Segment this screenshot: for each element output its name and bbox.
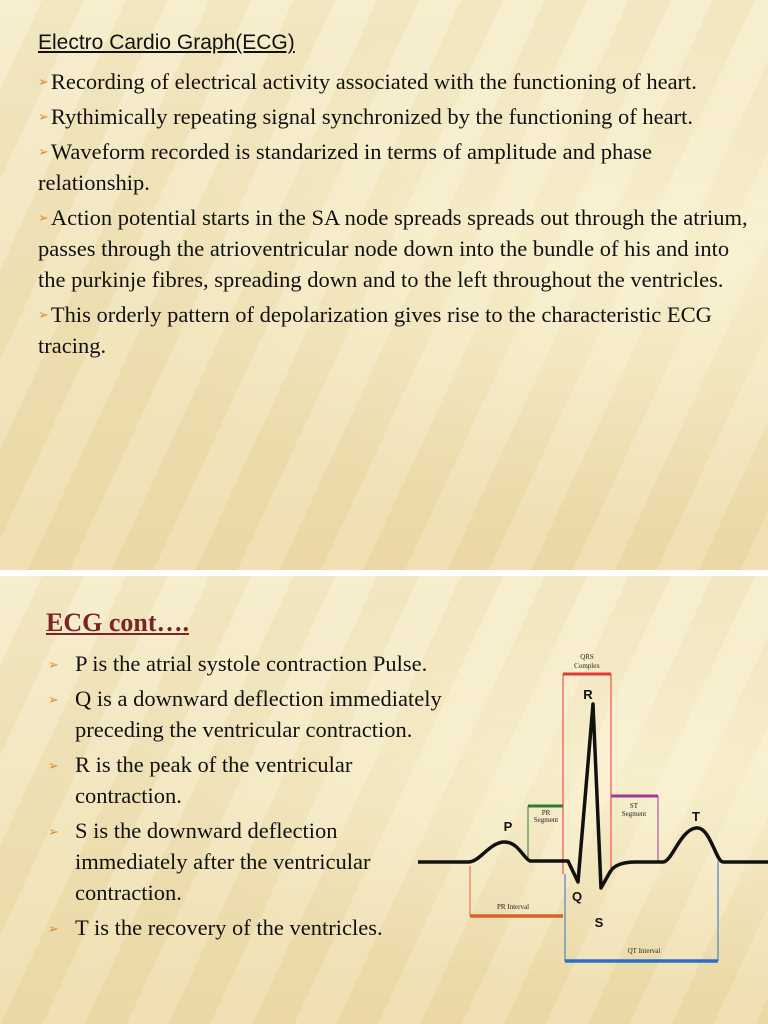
list-item xyxy=(38,299,748,361)
pr-interval-label: PR Interval xyxy=(496,903,530,911)
list-item xyxy=(48,749,443,811)
slide-title: Electro Cardio Graph(ECG) xyxy=(38,31,295,54)
arrow-bullet-icon: ➢ xyxy=(38,74,49,89)
list-item xyxy=(48,815,443,908)
ecg-waveform-diagram xyxy=(418,646,768,976)
qt-interval-label: QT Interval xyxy=(627,947,661,955)
list-item xyxy=(38,136,748,198)
st-segment-label-line1: ST xyxy=(629,802,639,810)
arrow-bullet-icon: ➢ xyxy=(38,307,49,322)
r-wave-label: R xyxy=(583,687,593,702)
slide-ecg-waves xyxy=(0,576,768,1024)
arrow-bullet-icon: ➢ xyxy=(38,144,49,159)
ecg-trace-line xyxy=(418,704,768,888)
arrow-bullet-icon: ➢ xyxy=(48,657,59,672)
bullet-text: Action potential starts in the SA node spreads spreads out through the atrium, passes through the atrioventricular node down into the bundle of his and into the purkinje fibres, spreading down and to the left throughout the ventricles. xyxy=(38,205,748,292)
s-wave-label: S xyxy=(594,915,604,930)
st-segment-label-line2: Segment xyxy=(621,810,647,818)
bullet-text: Q is a downward deflection immediately preceding the ventricular contraction. xyxy=(75,686,442,742)
q-wave-label: Q xyxy=(571,889,583,904)
list-item xyxy=(48,648,443,679)
bullet-text: Waveform recorded is standarized in terms of amplitude and phase relationship. xyxy=(38,139,653,195)
arrow-bullet-icon: ➢ xyxy=(38,210,49,225)
st-segment-marker xyxy=(611,796,658,861)
bullet-text: This orderly pattern of depolarization gives rise to the characteristic ECG tracing. xyxy=(38,302,712,358)
p-wave-label: P xyxy=(503,819,513,834)
list-item xyxy=(38,101,748,132)
pr-segment-label-line1: PR xyxy=(541,809,551,817)
list-item xyxy=(38,66,748,97)
list-item xyxy=(38,202,748,295)
qrs-label-line2: Complex xyxy=(574,662,600,670)
list-item xyxy=(48,912,443,943)
bullet-text: P is the atrial systole contraction Pulse. xyxy=(75,651,428,676)
bullet-list xyxy=(38,66,748,365)
list-item xyxy=(48,683,443,745)
arrow-bullet-icon: ➢ xyxy=(48,758,59,773)
arrow-bullet-icon: ➢ xyxy=(48,824,59,839)
pr-segment-marker xyxy=(528,806,563,861)
slide-title: ECG cont…. xyxy=(46,608,189,637)
bullet-text: R is the peak of the ventricular contraction. xyxy=(75,752,353,808)
pr-segment-label-line2: Segment xyxy=(533,816,559,824)
qt-interval-marker xyxy=(565,861,718,961)
bullet-text: T is the recovery of the ventricles. xyxy=(75,915,383,940)
t-wave-label: T xyxy=(692,809,700,824)
bullet-text: S is the downward deflection immediately after the ventricular contraction. xyxy=(75,818,371,905)
bullet-text: Rythimically repeating signal synchronized by the functioning of heart. xyxy=(50,104,693,129)
arrow-bullet-icon: ➢ xyxy=(38,109,49,124)
bullet-text: Recording of electrical activity associated with the functioning of heart. xyxy=(50,69,697,94)
arrow-bullet-icon: ➢ xyxy=(48,692,59,707)
bullet-list xyxy=(48,648,443,947)
arrow-bullet-icon: ➢ xyxy=(48,921,59,936)
pr-interval-marker xyxy=(470,866,563,916)
qrs-label-line1: QRS xyxy=(580,653,594,661)
